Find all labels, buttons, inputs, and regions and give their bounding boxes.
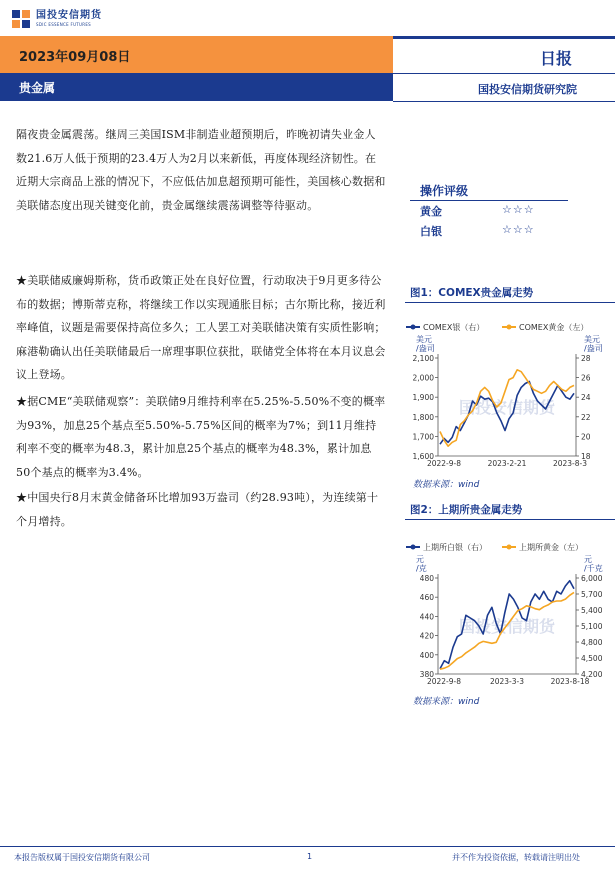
legend-label: 上期所白银（右）: [423, 543, 487, 552]
page-number: 1: [307, 852, 313, 861]
rating-stars-icon: ☆☆☆: [502, 223, 535, 236]
y-tick-label-right: 6,000: [581, 574, 603, 583]
x-tick-label: 2023-2-21: [487, 459, 527, 468]
footer-divider: [0, 846, 615, 847]
report-date: 2023年09月08日: [19, 50, 131, 65]
chart-watermark: 国投安信期货: [458, 398, 556, 417]
y-tick-label-left: 420: [419, 631, 434, 641]
y-tick-label-left: 1,900: [412, 393, 434, 403]
report-category: 贵金属: [19, 81, 56, 95]
axis-unit-left: /克: [416, 564, 427, 573]
y-tick-label-left: 1,600: [412, 452, 434, 461]
x-tick-label: 2023-3-3: [489, 677, 525, 686]
logo-mark-icon: [12, 10, 30, 28]
y-tick-label-right: 22: [581, 412, 591, 422]
axis-unit-left: 元: [416, 555, 424, 564]
report-type: 日报: [540, 49, 573, 68]
axis-unit-left: 美元: [416, 335, 432, 344]
y-tick-label-right: 4,500: [581, 654, 603, 663]
rating-stars-icon: ☆☆☆: [502, 203, 535, 216]
y-tick-label-right: 28: [581, 354, 591, 363]
shfe-chart: [404, 538, 614, 688]
rating-title: 操作评级: [420, 184, 469, 198]
comex-chart: [404, 318, 614, 470]
x-tick-label: 2023-8-18: [550, 677, 590, 686]
header-divider: [393, 73, 615, 74]
x-tick-label: 2022-9-8: [426, 677, 462, 686]
y-tick-label-right: 26: [581, 373, 591, 383]
header-divider: [393, 101, 615, 102]
header-navy-bar: [0, 73, 393, 101]
chart-watermark: 国投安信期货: [458, 617, 556, 636]
company-logo: [12, 8, 122, 30]
legend-label: COMEX银（右）: [423, 323, 485, 332]
axis-unit-left: /盎司: [416, 344, 435, 353]
y-tick-label-left: 400: [419, 650, 434, 660]
axis-unit-right: /千克: [584, 564, 603, 573]
header-divider: [393, 36, 615, 39]
rating-divider: [410, 200, 568, 201]
figure1-source: 数据来源：wind: [413, 480, 480, 490]
figure2-title: 图2：上期所贵金属走势: [410, 504, 523, 516]
legend-marker: [507, 545, 512, 550]
y-tick-label-left: 1,700: [412, 432, 434, 442]
y-tick-label-left: 2,100: [412, 354, 434, 363]
paragraph-fed-remarks: ★美联储威廉姆斯称，货币政策正处在良好位置，行动取决于9月更多待公布的数据；博斯蒂克称，将继续工作以实现通胀目标；古尔斯比称，接近利率峰值，议题是需要保持高位多久；工人罢工对美联储决策有实质性影响；麻港勒确认出任美联储最后一席理事职位获批，联储党全体将在本月议息会议上登场。: [16, 274, 386, 381]
logo-text-en: SDIC ESSENCE FUTURES: [36, 22, 92, 27]
legend-marker: [411, 325, 416, 330]
y-tick-label-right: 5,700: [581, 590, 603, 599]
axis-unit-right: /盎司: [584, 344, 603, 353]
legend-label: 上期所黄金（左）: [519, 543, 583, 552]
y-tick-label-right: 5,400: [581, 606, 603, 615]
y-tick-label-left: 2,000: [412, 373, 434, 383]
footer-disclaimer: 并不作为投资依据，转载请注明出处: [452, 853, 580, 862]
rating-row-silver: [420, 223, 570, 239]
institute-name: 国投安信期货研究院: [478, 83, 577, 96]
rating-name: 白银: [420, 225, 442, 238]
x-tick-label: 2022-9-8: [426, 459, 462, 468]
y-tick-label-left: 460: [419, 593, 434, 603]
y-tick-label-right: 20: [581, 432, 591, 442]
figure1-divider: [405, 302, 615, 303]
rating-row-gold: [420, 203, 570, 219]
legend-marker: [507, 325, 512, 330]
figure1-title: 图1：COMEX贵金属走势: [410, 287, 534, 299]
y-tick-label-left: 1,800: [412, 412, 434, 422]
paragraph-summary: 隔夜贵金属震荡。继周三美国ISM非制造业超预期后，昨晚初请失业金人数21.6万人低于预期的23.4万人为2月以来新低，再度体现经济韧性。在近期大宗商品上涨的情况下，不应低估加息超预期可能性，美国核心数据和美联储态度出现关键变化前，贵金属继续震荡调整等待驱动。: [16, 128, 386, 212]
y-tick-label-right: 4,200: [581, 670, 603, 679]
paragraph-pboc-gold: ★中国央行8月末黄金储备环比增加93万盎司（约28.93吨），为连续第十个月增持。: [16, 491, 379, 528]
legend-marker: [411, 545, 416, 550]
logo-text-cn: 国投安信期货: [36, 10, 102, 21]
footer-copyright: 本报告版权属于国投安信期货有限公司: [14, 853, 150, 862]
y-tick-label-left: 440: [419, 612, 434, 622]
x-tick-label: 2023-8-3: [552, 459, 588, 468]
legend-label: COMEX黄金（左）: [519, 323, 589, 332]
paragraph-cme-watch: ★据CME“美联储观察”：美联储9月维持利率在5.25%-5.50%不变的概率为93%，加息25个基点至5.50%-5.75%区间的概率为7%；到11月维持利率不变的概率为48.3，累计加息25个基点的概率为48.3%，累计加息50个基点的概率为3.4%。: [16, 395, 386, 479]
y-tick-label-left: 480: [419, 574, 434, 583]
y-tick-label-right: 4,800: [581, 638, 603, 647]
figure2-divider: [405, 519, 615, 520]
axis-unit-right: 美元: [584, 335, 600, 344]
y-tick-label-right: 5,100: [581, 622, 603, 631]
y-tick-label-right: 24: [581, 393, 591, 403]
y-tick-label-left: 380: [419, 670, 434, 679]
axis-unit-right: 元: [584, 555, 592, 564]
figure2-source: 数据来源：wind: [413, 697, 480, 707]
rating-name: 黄金: [420, 205, 442, 218]
y-tick-label-right: 18: [581, 452, 591, 461]
